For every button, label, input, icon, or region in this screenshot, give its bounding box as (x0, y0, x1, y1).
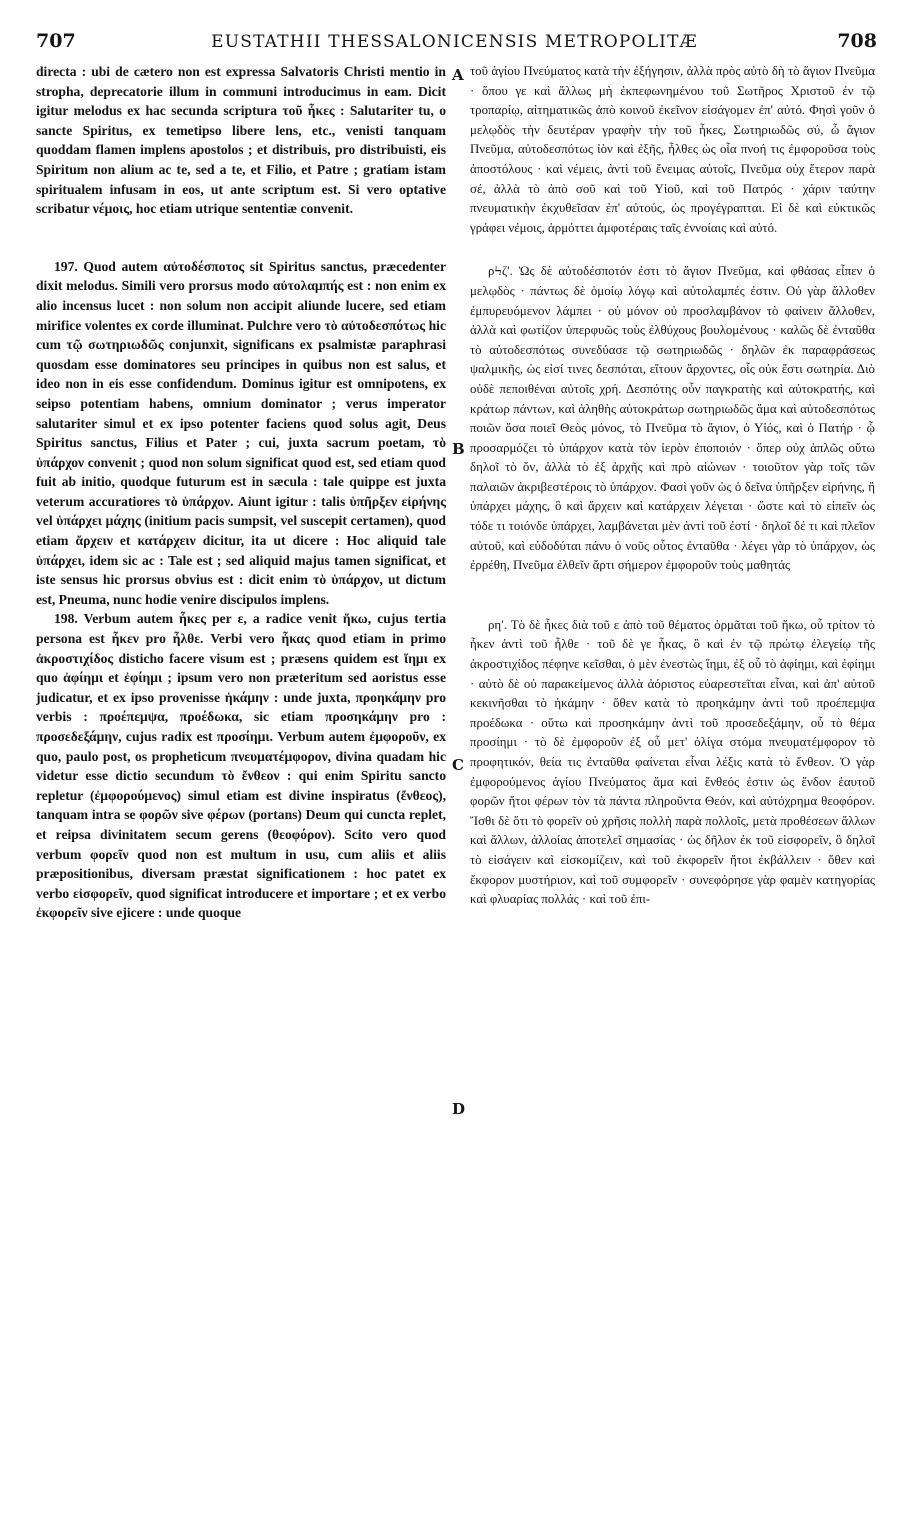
greek-paragraph: ρηʹ. Τὸ δὲ ἧκες διὰ τοῦ ε ἀπὸ τοῦ θέματος ὁρμᾶται τοῦ ἥκω, οὗ τρίτον τὸ ἧκεν ἀντὶ τοῦ ἦλθε · τοῦ δὲ γε ἧκας, ὃ καὶ ἐν τῷ πρώτῳ ἐλεγείῳ τῆς ἀκροστιχίδος πέφηνε κεῖσθαι, ὁ μὲν ἐνεστὼς ἵημι, ἐξ οὗ τὸ ἀφίημι, καὶ ἐφίημι · αὐτὸ δὲ οὐ παρακείμενος ἀλλὰ ἀόριστος εὐαρεστεῖται εἶναι, καὶ ἀπ' αὐτοῦ κεκινῆσθαι τὸ ἡκάμην · ὅθεν κατὰ τὸ προηκάμην ἀντὶ τοῦ προέπεμψα προέδωκα · οὕτω καὶ προσηκάμην ἀντὶ τοῦ προσεδεξάμην, οὗ τὸ θέμα προσίημι · τὸ δὲ ἐμφοροῦν ἐξ οὗ μετ' ὀλίγα στόμα πνευματέμφορον τὸ προφητικόν, θεία τις ἐνταῦθα φαίνεται εἶναι λέξις κατὰ τὸ ἔνθεον. Ὁ γὰρ ἐμφορούμενος ἁγίου Πνεύματος ἅμα καὶ ἔνθεός ἐστιν ὡς ἔνδον ἑαυτοῦ φορῶν ἤτοι φέρων τὸν τὰ πάντα πληροῦντα Θεόν, καὶ αὐτόχρημα θεοφόρον. Ἴσθι δὲ ὅτι τὸ φορεῖν οὐ χρῆσις πολλὴ παρὰ πολλοῖς, μετὰ προθέσεων ἄλλων καὶ ἄλλων, ἀλλοίας ἀποτελεῖ σημασίας · ὡς δῆλον ἐκ τοῦ εἰσφορεῖν, ὃ δηλοῖ τὸ εἰσάγειν καὶ εἰσκομίζειν, καὶ τοῦ ἐκφορεῖν ἤτοι ἐκβάλλειν · ὅθεν καὶ ἔκφορον μυστήριον, καὶ τοῦ συμφορεῖν · συνεφόρησε γὰρ φαμὲν κατηγορίας καὶ φλυαρίας πολλάς · καὶ τοῦ ἐπι- (470, 617, 875, 907)
right-page-number: 708 (837, 30, 877, 52)
left-page-number: 707 (36, 30, 76, 52)
running-title: EUSTATHII THESSALONICENSIS METROPOLITÆ (211, 32, 698, 52)
greek-paragraph: τοῦ ἁγίου Πνεύματος κατὰ τὴν ἐξήγησιν, ἀλλὰ πρὸς αὐτὸ δὴ τὸ ἅγιον Πνεῦμα · ὅπου γε καὶ ἄλλως μὴ ἐκπεφωνημένου τοῦ Σωτῆρος Χριστοῦ ἐν τῷ τροπαρίῳ, αἰτηματικῶς ἀπὸ κοινοῦ ἐκεῖνον εἰσάγομεν ἐπ' αὐτό. Φησὶ γοῦν ὁ μελῳδὸς τὴν δευτέραν γραφὴν τὴν τοῦ ἧκες, Σωτηριωδῶς σύ, ὦ ἅγιον Πνεῦμα, αὐτοδεσπότως ἰὸν καὶ ἐξῆς, ἦλθες ὡς οἷα πνοή τις ἐμφοροῦσα τοὺς ἀποστόλους · καὶ νέμεις, ἀντὶ τοῦ ἔνειμας αὐτοῖς, Πνεῦμα οὐχ ἕτερον παρὰ σέ, ἀλλὰ τὸ ἀπὸ σοῦ καὶ τοῦ Υἱοῦ, καὶ τοῦ Πατρός · χάριν ταύτην πνευματικὴν ἐκχυθεῖσαν ἐπ' αὐτούς, ὡς προγέγραπται. Εἰ δὲ καὶ εὐκτικῶς γράφει νέμοις, ἁρμόττει ἀμφοτέραις ταῖς ἐννοίαις καὶ αὐτό. (470, 64, 875, 235)
margin-marker-a: A (452, 66, 464, 84)
margin-marker-c: C (452, 756, 464, 774)
latin-paragraph: 197. Quod autem αὐτοδέσποτος sit Spiritus sanctus, præcedenter dixit melodus. Simili vero prorsus modo αὐτολαμπής est : non enim ex alio incensus lucet : non solum non accipit aliunde lucere, sed etiam mirifice volentes ex corde illuminat. Pulchre vero τὸ αὐτοδεσπότως hic cum τῷ σωτηριωδῶς conjunxit, significans ex psalmistæ paraphrasi quosdam esse dominatores seu principes in quibus non est salus, et ideo non in eis esse confidendum. Dominus igitur est omnipotens, ex seipso potentiam habens, omnium dominator ; verus imperator salutariter simul et ex ipso potenter faciens quod solus agit, Deus Spiritus sanctus, Filius et Pater ; cui, juxta sacrum poetam, τὸ ὑπάρχον convenit ; quod non solum significat quod est, sed etiam quod fuit ab initio, quodque futurum est in sæcula : tale quippe est juxta veterum accuratiores τὸ ὑπάρχον. Aiunt igitur : talis ὑπῆρξεν εἰρήνης vel ὑπάρχει μάχης (initium pacis sumpsit, vel suscepit certamen), quod etiam ἄρχειν et κατάρχειν dicitur, ita ut dicere : Hoc aliquid tale ὑπάρχει, idem sic ac : Tale est ; sed aliquid majus tamen significat, et iste sensus hic prorsus obvius est : dicit enim τὸ ὑπάρχον, ut dictum est, Pneuma, nunc hodie venire discipulos implens. (36, 258, 446, 607)
greek-paragraph: ρϞζ'. Ὡς δὲ αὐτοδέσποτόν ἐστι τὸ ἅγιον Πνεῦμα, καὶ φθάσας εἶπεν ὁ μελῳδὸς · πάντως δὲ ὁμοίῳ λόγῳ καὶ αὐτολαμπές ἐστιν. Οὐ γὰρ ἄλλοθεν ἐμπυρευόμενον λάμπει · οὐ μόνον οὐ προσλαμβάνον τὸ φαίνειν ἄλλοθεν, ἀλλὰ καὶ φωτίζον ὑπερφυῶς τοὺς ἐλθύχους βουλομένους · καλῶς δὲ ἐνταῦθα τὸ αὐτοδεσπότως συνεδύασε τῷ σωτηριωδῶς · δηλῶν ἐκ παραφράσεως ψαλμικῆς, ὡς εἰσί τινες δεσπόται, εἴτουν ἄρχοντες, οἷς οὐκ ἔστι σωτηρία. Διὸ οὐδὲ πεποιθέναι αὐτοῖς χρή. Δεσπότης οὖν παγκρατὴς καὶ αὐτοκρατής, καὶ κράτωρ πάντων, καὶ ἀληθὴς αὐτοκράτωρ σωτηριωδῶς ἅμα καὶ αὐτοδεσπότως ποιῶν ὅσα ποιεῖ Θεὸς μόνος, τὸ Πνεῦμα τὸ ἅγιον, ὁ Υἱός, καὶ ὁ Πατήρ · ᾧ προσαρμόζει τὸ ὑπάρχον κατὰ τὸν ἱερὸν ἐποποιόν · ὅπερ οὐχ ἁπλῶς οὕτω δηλοῖ τὸ ὄν, ἀλλὰ τὸ ἐξ ἀρχῆς καὶ πρὸ αἰώνων · τοιοῦτον γὰρ τοῖς τῶν παλαιῶν ἀκριβεστέροις τὸ ὑπάρχον. Φασὶ γοῦν ὡς ὁ δεῖνα ὑπῆρξεν εἰρήνης, ἢ ὑπάρχει μάχης, ὃ καὶ ἄρχειν καὶ κατάρχειν λέγεται · ὥστε καὶ τὸ εἰπεῖν ὡς τόδε τι τοιόνδε ὑπάρχει, λαμβάνεται μὲν ἀντὶ τοῦ ἐστί · δηλοῖ δέ τι καὶ πλεῖον αὐτοῦ, καὶ εὐδοδύται πάνυ ὁ νοῦς οὗτος ἐνταῦθα · λέγει γὰρ τὸ ὑπάρχον, ὡς ἐρρέθη, Πνεῦμα ἐλθεῖν ἄρτι σήμερον ἐμφοροῦν τοὺς μαθητάς (470, 264, 875, 573)
latin-column (36, 62, 446, 1526)
latin-paragraph: 198. Verbum autem ἧκες per ε, a radice venit ἥκω, cujus tertia persona est ἧκεν pro ἦλθε. Verbi vero ἧκας quod etiam in primo ἀκροστιχίδος disticho facere visum est ; præsens quidem est ἵημι ex quo ἀφίημι et ἐφίημι ; ipsum vero non præteritum sed aoristus esse judicatur, et ex ipso provenisse ἡκάμην : unde juxta, προηκάμην pro verbis : προέπεμψα, προέδωκα, sic etiam προσηκάμην pro : προσεδεξάμην, cujus radix est προσίημι. Verbum autem ἐμφοροῦν, ex quo, paulo post, os propheticum πνευματέμφορον, divina quadam hic videtur esse dictio secundum τὸ ἔνθεον : qui enim Spiritu sancto repletur (ἐμφορούμενος) simul etiam est divine inspiratus (ἔνθεος), tanquam intra se φορῶν sive φέρων (portans) Deum qui cuncta replet, et reipsa divinitatem secum gerens (θεοφόρον). Scito vero quod verbum φορεῖν quod non est multum in usu, cum aliis et aliis præpositionibus, diversam præstat significationem : hoc patet ex verbo εἰσφορεῖν, quod significat introducere et importare ; et ex verbo ἐκφορεῖν sive ejicere : unde quoque (36, 611, 446, 921)
greek-column (470, 62, 875, 1526)
margin-marker-d: D (452, 1100, 466, 1118)
latin-paragraph: directa : ubi de cætero non est expressa Salvatoris Christi mentio in stropha, deprecatorie illum in communi introducimus in eam. Dicit igitur melodus ex hac secunda scriptura τοῦ ἧκες : Salutariter tu, o sancte Spiritus, ex temetipso libere lens, etc., venisti tanquam quoddam flamen implens apostolos ; et distribuis, pro distribuisti, eis Spiritum non alium ac te, sed a te, et Filio, et Patre ; gratiam istam spiritualem infusam in eos, ut ante scriptum est. Si vero optative scribatur νέμοις, hoc etiam utrique sententiæ convenit. (36, 64, 446, 217)
margin-marker-b: B (452, 440, 465, 458)
page-header (32, 30, 877, 56)
